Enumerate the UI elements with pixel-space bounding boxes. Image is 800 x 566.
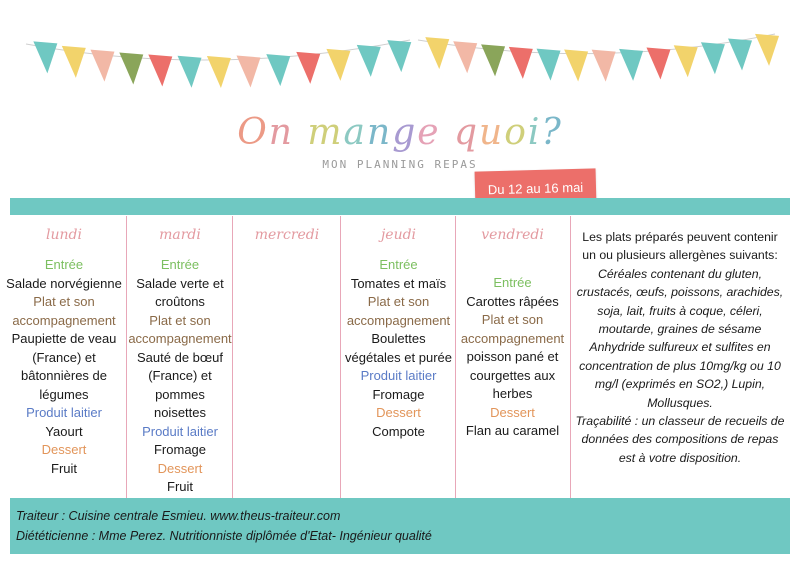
day-column-lundi (2, 216, 126, 498)
dish-name: Fruit (167, 479, 193, 494)
bunting-flag (537, 49, 561, 81)
dish-name: Compote (372, 423, 425, 439)
day-heading: mardi (159, 227, 201, 243)
bunting-flag (178, 56, 202, 88)
bunting-flag (592, 50, 616, 82)
column-divider (455, 216, 456, 498)
date-range-badge: Du 12 au 16 mai (475, 168, 597, 207)
bunting-flag (296, 52, 320, 84)
dish-name: Fromage (372, 386, 425, 402)
category-dessert: Dessert (157, 460, 203, 476)
footer-band (10, 498, 790, 554)
dish-name: Carottes râpées (466, 293, 559, 309)
bunting-flag (33, 41, 57, 73)
bunting-flag (728, 38, 752, 70)
day-heading: mercredi (254, 227, 320, 243)
traceability-note: Traçabilité : un classeur de recueils de données des compositions de repas est à votre disposition. (575, 414, 785, 465)
dish-name: Sauté de bœuf (France) et pommes noisettes (137, 349, 223, 420)
bunting-flag (237, 56, 261, 88)
dish-name: Tomates et maïs (350, 275, 447, 291)
bunting-flag (755, 34, 779, 66)
category-dairy: Produit laitier (360, 368, 437, 383)
bunting-flag (90, 50, 114, 82)
bunting-flag (326, 49, 350, 81)
category-main-course: Plat et son accompagnement (460, 312, 565, 346)
dish-name: Fromage (153, 442, 207, 457)
dish-name: Yaourt (45, 423, 83, 439)
dish-name: Paupiette de veau (France) et bâtonnières de légumes (11, 331, 117, 402)
category-entree: Entrée (44, 257, 84, 272)
bunting-flag (646, 47, 670, 79)
bunting-flag (453, 41, 477, 73)
dish-name: poisson pané et courgettes aux herbes (466, 349, 559, 401)
bunting-flag (357, 45, 381, 77)
bunting-flag (207, 56, 231, 88)
bunting-flag (481, 44, 505, 76)
day-column-mardi (128, 216, 232, 498)
day-column-vendredi (457, 216, 568, 498)
bunting-flag (701, 42, 725, 74)
dish-name: Boulettes végétales et purée (345, 331, 452, 365)
bunting-flag (674, 45, 698, 77)
bunting-flag (266, 54, 290, 86)
category-dessert: Dessert (490, 404, 535, 420)
day-heading: vendredi (481, 227, 544, 243)
category-entree: Entrée (379, 257, 418, 272)
dish-name: Flan au caramel (465, 423, 560, 438)
bunting-flag (509, 47, 533, 79)
column-divider (232, 216, 233, 498)
day-heading: jeudi (380, 227, 417, 243)
dish-name: Salade norvégienne (6, 275, 122, 291)
page-subtitle: MON PLANNING REPAS (322, 158, 478, 171)
bunting-garland (0, 0, 800, 110)
dietitian-info: Diététicienne : Mme Perez. Nutritionniste diplômée d'Etat- Ingénieur qualité (16, 529, 432, 543)
day-heading: lundi (46, 227, 82, 243)
category-dessert: Dessert (41, 442, 87, 457)
category-main-course: Plat et son accompagnement (128, 312, 232, 346)
bunting-flag (148, 55, 172, 87)
allergen-intro: Les plats préparés peuvent contenir un ou plusieurs allergènes suivants: (582, 230, 778, 263)
category-main-course: Plat et son accompagnement (12, 294, 116, 328)
category-dairy: Produit laitier (26, 405, 102, 420)
caterer-info: Traiteur : Cuisine centrale Esmieu. www.theus-traiteur.com (16, 509, 341, 523)
bunting-flag (425, 37, 449, 69)
bunting-flag (62, 46, 86, 78)
category-entree: Entrée (160, 257, 200, 272)
dish-name: Salade verte et croûtons (136, 275, 224, 309)
bunting-flag (387, 40, 411, 72)
column-divider (126, 216, 127, 498)
category-entree: Entrée (493, 275, 532, 290)
day-column-jeudi (342, 216, 455, 498)
column-divider (570, 216, 571, 498)
allergen-list: Céréales contenant du gluten, crustacés, œufs, poissons, arachides, soja, lait, fruits à coque, céleri, moutarde, graines de sésame Anhydride sulfureux et sulfites en concentration de plus 10mg/kg ou 10 mg/l (exprimés en SO2,) Lupin, Mollusques. (576, 266, 784, 410)
bunting-flag (119, 53, 143, 85)
category-dessert: Dessert (376, 405, 421, 420)
allergen-info (574, 228, 786, 467)
day-column-mercredi (234, 216, 340, 498)
bunting-flag (564, 49, 588, 81)
category-main-course: Plat et son accompagnement (346, 294, 451, 328)
table-header-band (10, 198, 790, 215)
page-title: On mange quoi? (237, 112, 563, 153)
category-dairy: Produit laitier (142, 423, 218, 439)
bunting-flag (619, 49, 643, 81)
dish-name: Fruit (51, 460, 77, 476)
column-divider (340, 216, 341, 498)
